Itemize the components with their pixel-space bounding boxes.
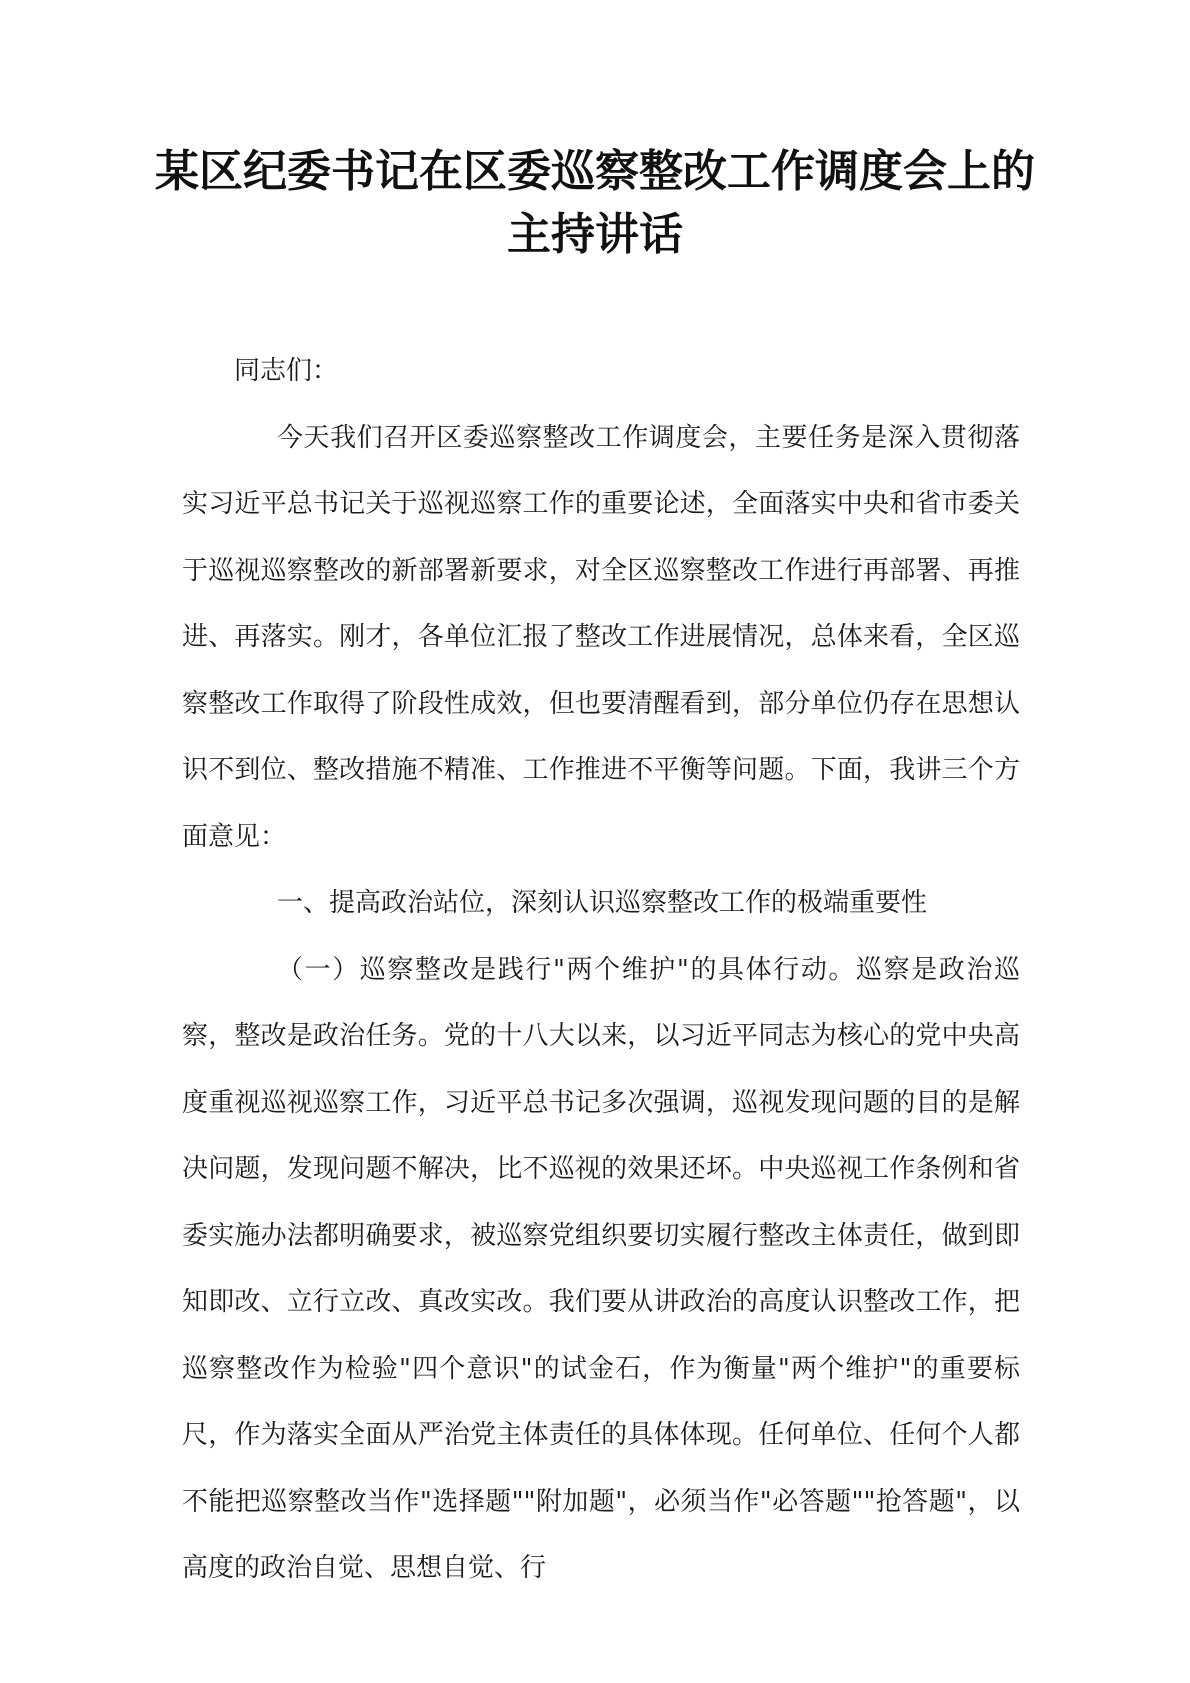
section-heading-1: 一、提高政治站位，深刻认识巡察整改工作的极端重要性: [277, 888, 928, 918]
salutation: 同志们：: [234, 356, 339, 386]
paragraph-intro: 今天我们召开区委巡察整改工作调度会，主要任务是深入贯彻落实习近平总书记关于巡视巡察工作的重要论述，全面落实中央和省市委关于巡视巡察整改的新部署新要求，对全区巡察整改工作进行再部署、再推进、再落实。刚才，各单位汇报了整改工作进展情况，总体来看，全区巡察整改工作取得了阶段性成效，但也要清醒看到，部分单位仍存在思想认识不到位、整改措施不精准、工作推进不平衡等问题。下面，我讲三个方面意见：: [182, 422, 1020, 852]
paragraph-section-1-1: （一）巡察整改是践行"两个维护"的具体行动。巡察是政治巡察，整改是政治任务。党的十八大以来，以习近平同志为核心的党中央高度重视巡视巡察工作，习近平总书记多次强调，巡视发现问题的目的是解决问题，发现问题不解决，比不巡视的效果还坏。中央巡视工作条例和省委实施办法都明确要求，被巡察党组织要切实履行整改主体责任，做到即知即改、立行立改、真改实改。我们要从讲政治的高度认识整改工作，把巡察整改作为检验"四个意识"的试金石，作为衡量"两个维护"的重要标尺，作为落实全面从严治党主体责任的具体体现。任何单位、任何个人都不能把巡察整改当作"选择题""附加题"，必须当作"必答题""抢答题"，以高度的政治自觉、思想自觉、行: [182, 954, 1020, 1583]
document-body: [182, 338, 1020, 1602]
document-title: 某区纪委书记在区委巡察整改工作调度会上的主持讲话: [155, 146, 1035, 260]
